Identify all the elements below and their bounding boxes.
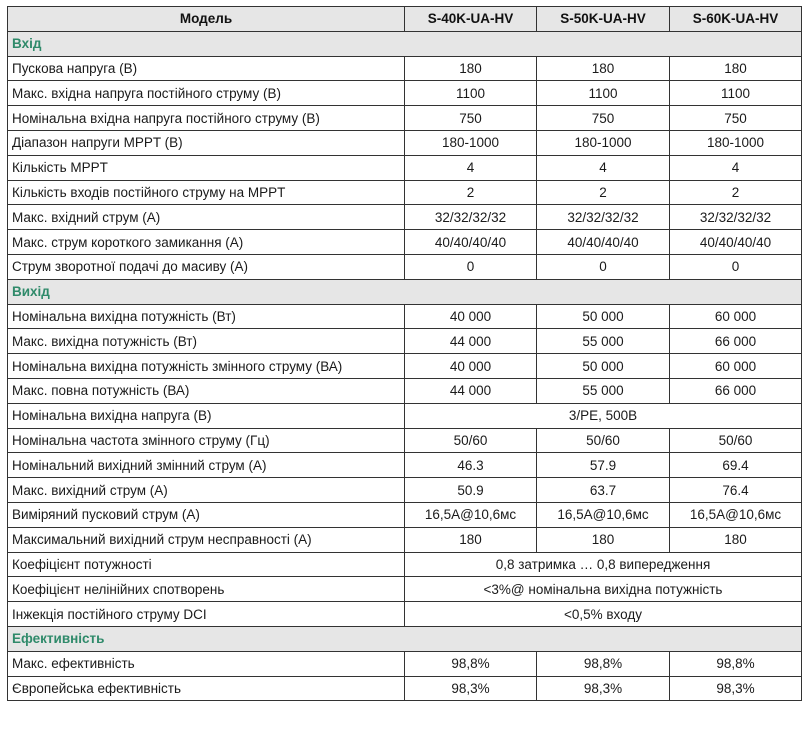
cell-value: 0 (537, 254, 670, 279)
cell-value: 750 (537, 106, 670, 131)
cell-value: 180 (537, 527, 670, 552)
table-row (8, 180, 802, 205)
section-input (8, 31, 802, 56)
table-row (8, 428, 802, 453)
table-row (8, 378, 802, 403)
cell-value: 4 (670, 155, 802, 180)
cell-value: 50/60 (537, 428, 670, 453)
header-model-3: S-60K-UA-HV (670, 7, 802, 32)
cell-value: 180 (537, 56, 670, 81)
inverter-spec-table (7, 6, 802, 701)
table-row (8, 651, 802, 676)
cell-value: 98,8% (405, 651, 537, 676)
cell-value: 76.4 (670, 478, 802, 503)
cell-value: 40 000 (405, 354, 537, 379)
table-row (8, 602, 802, 627)
table-row (8, 527, 802, 552)
merged-cell-value: <3%@ номінальна вихідна потужність (405, 577, 802, 602)
merged-cell-value: 0,8 затримка … 0,8 випередження (405, 552, 802, 577)
cell-value: 40/40/40/40 (670, 230, 802, 255)
table-row (8, 552, 802, 577)
cell-value: 1100 (537, 81, 670, 106)
cell-value: 44 000 (405, 329, 537, 354)
section-title: Вхід (8, 31, 802, 56)
merged-cell-value: 3/PE, 500В (405, 403, 802, 428)
merged-cell-value: <0,5% входу (405, 602, 802, 627)
table-row (8, 478, 802, 503)
cell-value: 50.9 (405, 478, 537, 503)
cell-value: 57.9 (537, 453, 670, 478)
row-label: Номінальна вихідна потужність змінного струму (ВА) (8, 354, 405, 379)
row-label: Європейська ефективність (8, 676, 405, 701)
row-label: Макс. вихідна потужність (Вт) (8, 329, 405, 354)
row-label: Кількість MPPT (8, 155, 405, 180)
cell-value: 16,5A@10,6мс (537, 502, 670, 527)
header-model-1: S-40K-UA-HV (405, 7, 537, 32)
cell-value: 63.7 (537, 478, 670, 503)
cell-value: 55 000 (537, 378, 670, 403)
row-label: Кількість входів постійного струму на MPPT (8, 180, 405, 205)
table-row (8, 130, 802, 155)
cell-value: 46.3 (405, 453, 537, 478)
cell-value: 0 (670, 254, 802, 279)
row-label: Коефіцієнт нелінійних спотворень (8, 577, 405, 602)
cell-value: 32/32/32/32 (670, 205, 802, 230)
cell-value: 180-1000 (537, 130, 670, 155)
cell-value: 32/32/32/32 (405, 205, 537, 230)
row-label: Коефіцієнт потужності (8, 552, 405, 577)
row-label: Номінальна вихідна потужність (Вт) (8, 304, 405, 329)
spec-sheet (7, 6, 801, 701)
table-row (8, 329, 802, 354)
row-label: Максимальний вихідний струм несправності (A) (8, 527, 405, 552)
row-label: Макс. ефективність (8, 651, 405, 676)
row-label: Макс. вхідна напруга постійного струму (В) (8, 81, 405, 106)
cell-value: 0 (405, 254, 537, 279)
cell-value: 750 (670, 106, 802, 131)
cell-value: 98,8% (670, 651, 802, 676)
table-row (8, 230, 802, 255)
cell-value: 40 000 (405, 304, 537, 329)
cell-value: 50/60 (405, 428, 537, 453)
row-label: Струм зворотної подачі до масиву (A) (8, 254, 405, 279)
row-label: Макс. повна потужність (ВА) (8, 378, 405, 403)
cell-value: 750 (405, 106, 537, 131)
row-label: Інжекція постійного струму DCI (8, 602, 405, 627)
cell-value: 60 000 (670, 354, 802, 379)
row-label: Макс. вхідний струм (A) (8, 205, 405, 230)
table-row (8, 577, 802, 602)
cell-value: 2 (670, 180, 802, 205)
header-model-2: S-50K-UA-HV (537, 7, 670, 32)
cell-value: 16,5A@10,6мс (670, 502, 802, 527)
row-label: Номінальна вихідна напруга (В) (8, 403, 405, 428)
cell-value: 44 000 (405, 378, 537, 403)
cell-value: 180 (405, 56, 537, 81)
table-row (8, 106, 802, 131)
cell-value: 180 (670, 527, 802, 552)
section-title: Ефективність (8, 626, 802, 651)
table-row (8, 453, 802, 478)
table-row (8, 56, 802, 81)
row-label: Номінальна частота змінного струму (Гц) (8, 428, 405, 453)
table-row (8, 155, 802, 180)
cell-value: 4 (537, 155, 670, 180)
row-label: Макс. струм короткого замикання (A) (8, 230, 405, 255)
cell-value: 60 000 (670, 304, 802, 329)
table-row (8, 81, 802, 106)
cell-value: 32/32/32/32 (537, 205, 670, 230)
table-row (8, 254, 802, 279)
cell-value: 40/40/40/40 (405, 230, 537, 255)
row-label: Номінальна вхідна напруга постійного струму (В) (8, 106, 405, 131)
row-label: Номінальний вихідний змінний струм (A) (8, 453, 405, 478)
section-efficiency (8, 626, 802, 651)
cell-value: 1100 (405, 81, 537, 106)
cell-value: 180 (670, 56, 802, 81)
cell-value: 50 000 (537, 304, 670, 329)
cell-value: 98,8% (537, 651, 670, 676)
header-row (8, 7, 802, 32)
table-row (8, 304, 802, 329)
cell-value: 4 (405, 155, 537, 180)
cell-value: 2 (405, 180, 537, 205)
cell-value: 180 (405, 527, 537, 552)
section-output (8, 279, 802, 304)
cell-value: 40/40/40/40 (537, 230, 670, 255)
cell-value: 98,3% (405, 676, 537, 701)
table-row (8, 502, 802, 527)
row-label: Діапазон напруги MPPT (В) (8, 130, 405, 155)
row-label: Виміряний пусковий струм (A) (8, 502, 405, 527)
cell-value: 180-1000 (670, 130, 802, 155)
table-row (8, 403, 802, 428)
section-title: Вихід (8, 279, 802, 304)
cell-value: 180-1000 (405, 130, 537, 155)
cell-value: 50 000 (537, 354, 670, 379)
cell-value: 69.4 (670, 453, 802, 478)
cell-value: 66 000 (670, 329, 802, 354)
table-row (8, 676, 802, 701)
cell-value: 50/60 (670, 428, 802, 453)
cell-value: 1100 (670, 81, 802, 106)
cell-value: 55 000 (537, 329, 670, 354)
cell-value: 66 000 (670, 378, 802, 403)
cell-value: 16,5A@10,6мс (405, 502, 537, 527)
cell-value: 98,3% (537, 676, 670, 701)
table-row (8, 354, 802, 379)
cell-value: 98,3% (670, 676, 802, 701)
row-label: Макс. вихідний струм (A) (8, 478, 405, 503)
header-model-label: Модель (8, 7, 405, 32)
cell-value: 2 (537, 180, 670, 205)
row-label: Пускова напруга (В) (8, 56, 405, 81)
table-row (8, 205, 802, 230)
